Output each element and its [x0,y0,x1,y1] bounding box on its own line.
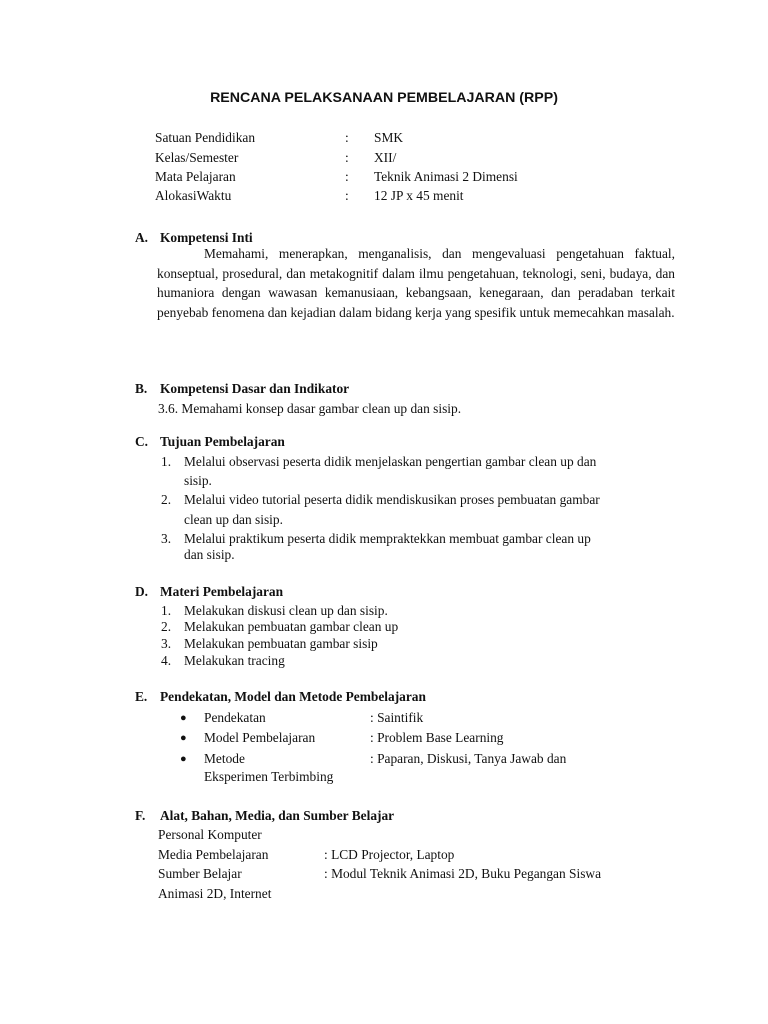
bullet-label: Model Pembelajaran [204,730,316,745]
bullet-label: Metode [204,751,245,766]
bullet-icon: ● [180,712,187,724]
identity-label: Mata Pelajaran [155,169,236,184]
bullet-label: Pendekatan [204,710,266,725]
bullet-icon: ● [180,732,187,744]
list-number: 2. [161,619,172,634]
list-item: Melakukan tracing [184,653,285,668]
list-number: 2. [161,492,172,507]
resource-value: : LCD Projector, Laptop [324,847,455,862]
identity-colon: : [345,130,349,145]
identity-label: AlokasiWaktu [155,188,232,203]
section-f-letter: F. [135,808,146,823]
section-e-letter: E. [135,689,148,704]
identity-label: Kelas/Semester [155,150,239,165]
resource-continuation: Animasi 2D, Internet [158,886,272,901]
list-item-continuation: clean up dan sisip. [184,512,283,527]
bullet-value: : Paparan, Diskusi, Tanya Jawab dan [370,751,567,766]
list-item: Melalui video tutorial peserta didik mendiskusikan proses pembuatan gambar [184,492,600,507]
identity-colon: : [345,150,349,165]
bullet-continuation: Eksperimen Terbimbing [204,769,334,784]
list-number: 3. [161,531,172,546]
list-item: Melalui observasi peserta didik menjelaskan pengertian gambar clean up dan [184,454,597,469]
list-item: Melalui praktikum peserta didik mempraktekkan membuat gambar clean up [184,531,591,546]
list-item-continuation: sisip. [184,473,212,488]
section-a-letter: A. [135,230,149,245]
list-number: 1. [161,454,172,469]
list-number: 1. [161,603,172,618]
identity-colon: : [345,188,349,203]
list-item: Melakukan pembuatan gambar sisip [184,636,378,651]
page-title: RENCANA PELAKSANAAN PEMBELAJARAN (RPP) [210,90,558,106]
identity-value: Teknik Animasi 2 Dimensi [374,169,518,184]
section-b-heading: Kompetensi Dasar dan Indikator [160,381,350,396]
section-a-text: Memahami, menerapkan, menganalisis, dan mengevaluasi pengetahuan faktual, konseptual, prosedural, dan metakognitif dalam ilmu pengetahuan, teknologi, seni, budaya, dan humaniora dengan wawasan kemanusiaan, kebangsaan, kenegaraan, dan peradaban terkait penyebab fenomena dan kejadian dalam bidang kerja yang spesifik untuk memecahkan masalah. [157,246,675,320]
identity-label: Satuan Pendidikan [155,130,256,145]
list-number: 4. [161,653,172,668]
section-c-heading: Tujuan Pembelajaran [160,434,285,449]
list-number: 3. [161,636,172,651]
section-a-heading: Kompetensi Inti [160,230,253,245]
section-b-item: 3.6. Memahami konsep dasar gambar clean up dan sisip. [158,401,462,416]
resource-label: Media Pembelajaran [158,847,269,862]
bullet-value: : Saintifik [370,710,424,725]
section-c-letter: C. [135,434,149,449]
bullet-value: : Problem Base Learning [370,730,504,745]
list-item: Melakukan diskusi clean up dan sisip. [184,603,388,618]
section-d-heading: Materi Pembelajaran [160,584,284,599]
section-f-heading: Alat, Bahan, Media, dan Sumber Belajar [160,808,395,823]
section-f-line: Personal Komputer [158,827,262,842]
section-d-letter: D. [135,584,149,599]
list-item: Melakukan pembuatan gambar clean up [184,619,399,634]
bullet-icon: ● [180,753,187,765]
identity-value: 12 JP x 45 menit [374,188,464,203]
section-b-letter: B. [135,381,148,396]
resource-label: Sumber Belajar [158,866,242,881]
resource-value: : Modul Teknik Animasi 2D, Buku Pegangan Siswa [324,866,602,881]
section-a-body [157,244,675,322]
identity-colon: : [345,169,349,184]
list-item-continuation: dan sisip. [184,547,235,562]
identity-value: SMK [374,130,404,145]
identity-value: XII/ [374,150,397,165]
section-e-heading: Pendekatan, Model dan Metode Pembelajaran [160,689,426,704]
